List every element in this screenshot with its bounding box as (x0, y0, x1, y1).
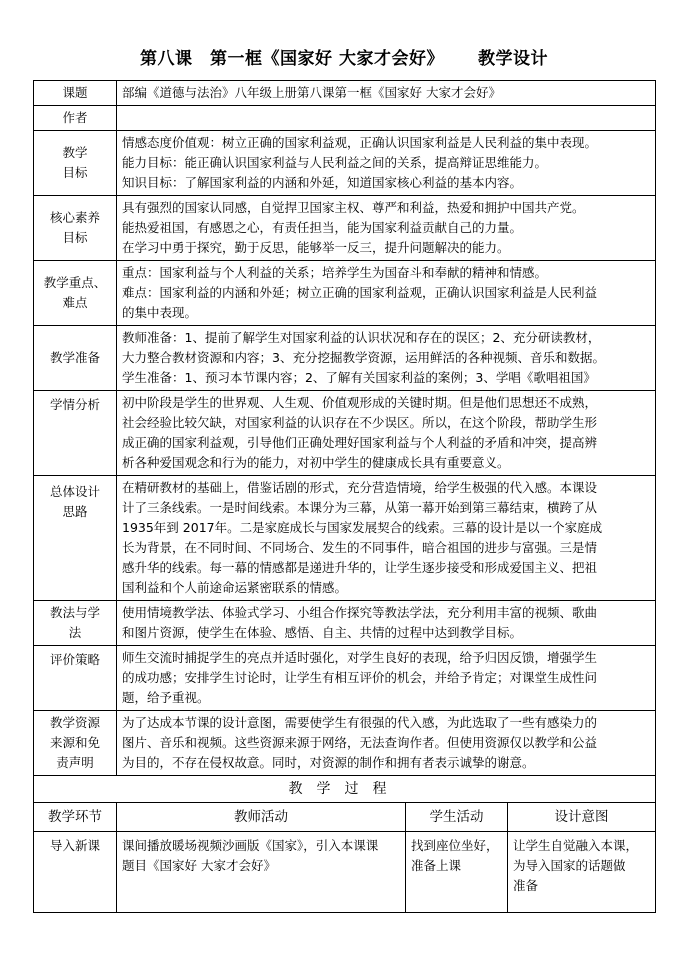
row-resources (34, 711, 656, 776)
row-author (34, 106, 656, 131)
title-suffix: 教学设计 (477, 49, 548, 69)
author-value (117, 106, 656, 131)
label-author: 作者 (34, 106, 117, 131)
title-main: 第八课 第一框《国家好 大家才会好》 (140, 49, 444, 69)
label-goals: 教学 目标 (34, 131, 117, 196)
course-value: 部编《道德与法治》八年级上册第八课第一框《国家好 大家才会好》 (117, 81, 656, 106)
header-student: 学生活动 (406, 803, 508, 832)
label-resources: 教学资源 来源和免 责声明 (34, 711, 117, 776)
row-preparation (34, 326, 656, 391)
header-intent: 设计意图 (508, 803, 656, 832)
row-process-headers (34, 803, 656, 832)
row-goals (34, 131, 656, 196)
row-evaluation (34, 646, 656, 711)
label-evaluation: 评价策略 (34, 646, 117, 711)
stage-intro: 导入新课 (34, 832, 117, 913)
label-design: 总体设计 思路 (34, 476, 117, 601)
resources-text: 为了达成本节课的设计意图，需要使学生有很强的代入感，为此选取了一些有感染力的 图片、音乐和视频。这些资源来源于网络，无法查询作者。但使用资源仅以教学和公益 为目的，不存在侵权故意。同时，对资源的制作和拥有者表示诚挚的谢意。 (117, 711, 656, 776)
row-literacy (34, 196, 656, 261)
teacher-activity: 课间播放暖场视频沙画版《国家》，引入本课课 题目《国家好 大家才会好》 (117, 832, 406, 913)
label-keypoints: 教学重点、 难点 (34, 261, 117, 326)
student-activity: 找到座位坐好， 准备上课 (406, 832, 508, 913)
header-stage: 教学环节 (34, 803, 117, 832)
literacy-text: 具有强烈的国家认同感，自觉捍卫国家主权、尊严和利益，热爱和拥护中国共产党。 能热爱祖国，有感恩之心，有责任担当，能为国家利益贡献自己的力量。 在学习中勇于探究，勤于反思，能够举一反三，提升问题解决的能力。 (117, 196, 656, 261)
header-teacher: 教师活动 (117, 803, 406, 832)
row-process-heading (34, 776, 656, 803)
label-analysis: 学情分析 (34, 391, 117, 476)
page-title (0, 44, 688, 69)
row-design (34, 476, 656, 601)
analysis-text: 初中阶段是学生的世界观、人生观、价值观形成的关键时期。但是他们思想还不成熟， 社会经验比较欠缺，对国家利益的认识存在不少误区。所以，在这个阶段，帮助学生形 成正确的国家利益观，引导他们正确处理好国家利益与个人利益的矛盾和冲突，提高辨 析各种爱国观念和行为的能力，对初中学生的健康成长具有重要意义。 (117, 391, 656, 476)
label-course: 课题 (34, 81, 117, 106)
label-preparation: 教学准备 (34, 326, 117, 391)
keypoints-text: 重点：国家利益与个人利益的关系；培养学生为国奋斗和奉献的精神和情感。 难点：国家利益的内涵和外延；树立正确的国家利益观，正确认识国家利益是人民利益 的集中表现。 (117, 261, 656, 326)
goals-text: 情感态度价值观：树立正确的国家利益观，正确认识国家利益是人民利益的集中表现。 能力目标：能正确认识国家利益与人民利益之间的关系，提高辩证思维能力。 知识目标：了解国家利益的内涵和外延，知道国家核心利益的基本内容。 (117, 131, 656, 196)
row-keypoints (34, 261, 656, 326)
row-course (34, 81, 656, 106)
row-intro (34, 832, 656, 913)
design-text: 在精研教材的基础上，借鉴话剧的形式，充分营造情境，给学生极强的代入感。本课设 计了三条线索。一是时间线索。本课分为三幕，从第一幕开始到第三幕结束，横跨了从 1935年到 2017年。二是家庭成长与国家发展契合的线索。三幕的设计是以一个家庭成 长为背景，在不同时间、不同场合、发生的不同事件，暗合祖国的进步与富强。三是情 感升华的线索。每一幕的情感都是递进升华的，让学生逐步接受和形成爱国主义、把祖 国利益和个人前途命运紧密联系的情感。 (117, 476, 656, 601)
design-intent: 让学生自觉融入本课， 为导入国家的话题做 准备 (508, 832, 656, 913)
row-analysis (34, 391, 656, 476)
lesson-plan-table (33, 80, 656, 913)
label-literacy: 核心素养 目标 (34, 196, 117, 261)
evaluation-text: 师生交流时捕捉学生的亮点并适时强化，对学生良好的表现，给予归因反馈，增强学生 的成功感；安排学生讨论时，让学生有相互评价的机会，并给予肯定；对课堂生成性问 题，给予重视。 (117, 646, 656, 711)
preparation-text: 教师准备：1、提前了解学生对国家利益的认识状况和存在的误区；2、充分研读教材， 大力整合教材资源和内容；3、充分挖掘教学资源，运用鲜活的各种视频、音乐和数据。 学生准备：1、预习本节课内容；2、了解有关国家利益的案例；3、学唱《歌唱祖国》 (117, 326, 656, 391)
row-methods (34, 601, 656, 646)
methods-text: 使用情境教学法、体验式学习、小组合作探究等教法学法，充分利用丰富的视频、歌曲 和图片资源，使学生在体验、感悟、自主、共情的过程中达到教学目标。 (117, 601, 656, 646)
label-methods: 教法与学 法 (34, 601, 117, 646)
process-heading: 教学过程 (34, 776, 656, 803)
